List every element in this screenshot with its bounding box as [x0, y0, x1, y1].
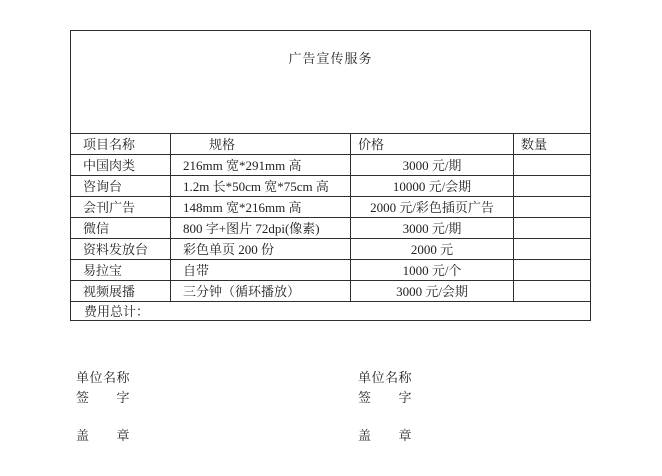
table-row — [71, 155, 591, 176]
spec-cell: 彩色单页 200 份 — [171, 239, 351, 260]
item-name-cell: 易拉宝 — [71, 260, 171, 281]
total-row — [71, 302, 591, 321]
item-name-cell: 会刊广告 — [71, 197, 171, 218]
spec-cell: 148mm 宽*216mm 高 — [171, 197, 351, 218]
table-row — [71, 239, 591, 260]
item-name-cell: 中国肉类 — [71, 155, 171, 176]
spec-cell: 自带 — [171, 260, 351, 281]
total-label: 费用总计： — [71, 302, 591, 321]
sign-label: 签 字 — [358, 390, 413, 405]
unit-name-label: 单位名称 — [76, 370, 131, 385]
spec-cell: 三分钟（循环播放） — [171, 281, 351, 302]
price-cell: 3000 元/期 — [351, 155, 514, 176]
col-header-spec: 规格 — [171, 134, 351, 155]
item-name-cell: 视频展播 — [71, 281, 171, 302]
table-row — [71, 197, 591, 218]
price-cell: 10000 元/会期 — [351, 176, 514, 197]
price-cell: 3000 元/期 — [351, 218, 514, 239]
price-cell: 3000 元/会期 — [351, 281, 514, 302]
table-row — [71, 281, 591, 302]
quantity-cell — [514, 218, 591, 239]
sign-label: 签 字 — [76, 390, 131, 405]
quantity-cell — [514, 176, 591, 197]
price-cell: 1000 元/个 — [351, 260, 514, 281]
spec-cell: 800 字+图片 72dpi(像素) — [171, 218, 351, 239]
table-row — [71, 218, 591, 239]
quantity-cell — [514, 239, 591, 260]
spec-cell: 216mm 宽*291mm 高 — [171, 155, 351, 176]
title-row — [71, 31, 591, 134]
signature-block-left — [76, 368, 256, 446]
item-name-cell: 微信 — [71, 218, 171, 239]
quantity-cell — [514, 281, 591, 302]
spec-cell: 1.2m 长*50cm 宽*75cm 高 — [171, 176, 351, 197]
quantity-cell — [514, 197, 591, 218]
price-cell: 2000 元 — [351, 239, 514, 260]
unit-name-label: 单位名称 — [358, 370, 413, 385]
signature-block-right — [358, 368, 538, 446]
document-title: 广告宣传服务 — [71, 31, 591, 134]
seal-label: 盖 章 — [76, 428, 131, 443]
table-row — [71, 260, 591, 281]
col-header-price: 价格 — [351, 134, 514, 155]
quantity-cell — [514, 155, 591, 176]
table-header-row — [71, 134, 591, 155]
advertising-services-table — [70, 30, 591, 321]
item-name-cell: 咨询台 — [71, 176, 171, 197]
price-cell: 2000 元/彩色插页广告 — [351, 197, 514, 218]
quantity-cell — [514, 260, 591, 281]
seal-label: 盖 章 — [358, 428, 413, 443]
table-row — [71, 176, 591, 197]
col-header-item-name: 项目名称 — [71, 134, 171, 155]
col-header-quantity: 数量 — [514, 134, 591, 155]
item-name-cell: 资料发放台 — [71, 239, 171, 260]
